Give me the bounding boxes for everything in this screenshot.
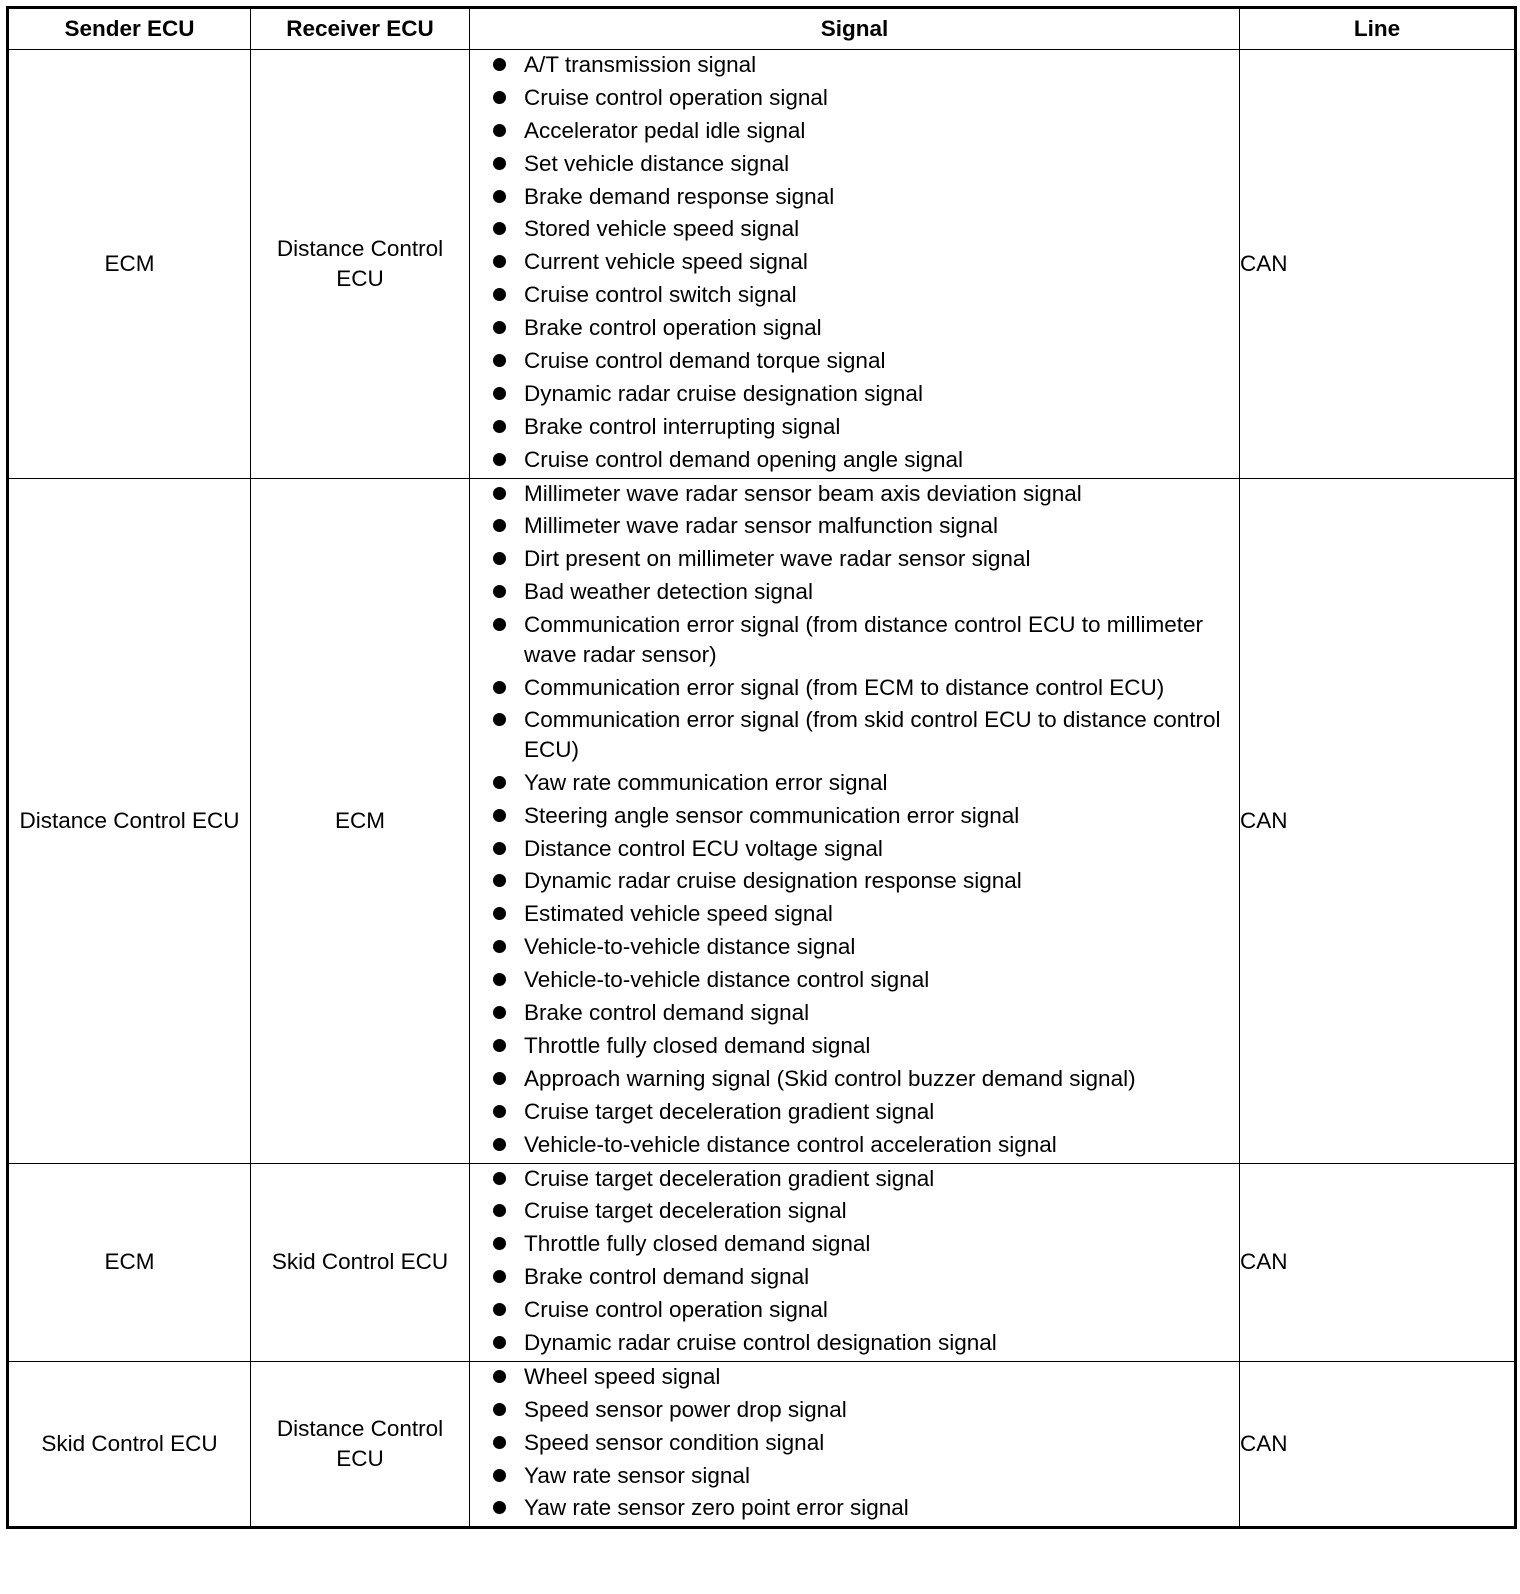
- header-signal: Signal: [470, 8, 1240, 50]
- signal-item: Accelerator pedal idle signal: [470, 116, 1239, 146]
- receiver-ecu-cell: Distance Control ECU: [251, 1361, 470, 1527]
- signal-item: Dynamic radar cruise control designation signal: [470, 1328, 1239, 1358]
- table-row: [8, 478, 1516, 1163]
- signal-item: Bad weather detection signal: [470, 577, 1239, 607]
- signal-item: Millimeter wave radar sensor beam axis deviation signal: [470, 479, 1239, 509]
- signal-item: Throttle fully closed demand signal: [470, 1229, 1239, 1259]
- header-receiver-ecu: Receiver ECU: [251, 8, 470, 50]
- receiver-ecu-cell: Skid Control ECU: [251, 1163, 470, 1361]
- signal-item: Cruise control demand torque signal: [470, 346, 1239, 376]
- signal-item: Vehicle-to-vehicle distance control acceleration signal: [470, 1130, 1239, 1160]
- signal-item: Yaw rate sensor zero point error signal: [470, 1493, 1239, 1523]
- line-cell: CAN: [1240, 50, 1516, 479]
- signal-item: Brake control operation signal: [470, 313, 1239, 343]
- receiver-ecu-cell: ECM: [251, 478, 470, 1163]
- signal-item: Estimated vehicle speed signal: [470, 899, 1239, 929]
- signal-item: Yaw rate sensor signal: [470, 1461, 1239, 1491]
- table-row: [8, 50, 1516, 479]
- signal-item: Cruise control demand opening angle signal: [470, 445, 1239, 475]
- signal-item: Millimeter wave radar sensor malfunction signal: [470, 511, 1239, 541]
- line-cell: CAN: [1240, 1361, 1516, 1527]
- signal-list: [470, 50, 1239, 474]
- signal-list-cell: [470, 1361, 1240, 1527]
- signal-item: Communication error signal (from ECM to distance control ECU): [470, 673, 1239, 703]
- signal-item: Throttle fully closed demand signal: [470, 1031, 1239, 1061]
- signal-item: Brake control demand signal: [470, 998, 1239, 1028]
- signal-item: Wheel speed signal: [470, 1362, 1239, 1392]
- signal-list: [470, 1362, 1239, 1523]
- signal-item: Communication error signal (from distance control ECU to millimeter wave radar sensor): [470, 610, 1239, 669]
- signal-list-cell: [470, 1163, 1240, 1361]
- signal-item: A/T transmission signal: [470, 50, 1239, 80]
- signal-item: Communication error signal (from skid control ECU to distance control ECU): [470, 705, 1239, 764]
- sender-ecu-cell: Distance Control ECU: [8, 478, 251, 1163]
- signal-item: Current vehicle speed signal: [470, 247, 1239, 277]
- sender-ecu-cell: ECM: [8, 1163, 251, 1361]
- signal-item: Steering angle sensor communication error signal: [470, 801, 1239, 831]
- signal-item: Cruise target deceleration gradient signal: [470, 1097, 1239, 1127]
- signal-item: Cruise target deceleration gradient signal: [470, 1164, 1239, 1194]
- signal-item: Dynamic radar cruise designation signal: [470, 379, 1239, 409]
- signal-item: Set vehicle distance signal: [470, 149, 1239, 179]
- signal-item: Brake demand response signal: [470, 182, 1239, 212]
- sender-ecu-cell: ECM: [8, 50, 251, 479]
- signal-list-cell: [470, 50, 1240, 479]
- signal-item: Cruise target deceleration signal: [470, 1196, 1239, 1226]
- signal-list: [470, 479, 1239, 1160]
- receiver-ecu-cell: Distance Control ECU: [251, 50, 470, 479]
- sender-ecu-cell: Skid Control ECU: [8, 1361, 251, 1527]
- signal-item: Cruise control operation signal: [470, 1295, 1239, 1325]
- signal-item: Approach warning signal (Skid control buzzer demand signal): [470, 1064, 1239, 1094]
- line-cell: CAN: [1240, 1163, 1516, 1361]
- table-row: [8, 1163, 1516, 1361]
- signal-item: Distance control ECU voltage signal: [470, 834, 1239, 864]
- signal-item: Brake control interrupting signal: [470, 412, 1239, 442]
- signal-item: Stored vehicle speed signal: [470, 214, 1239, 244]
- line-cell: CAN: [1240, 478, 1516, 1163]
- signal-item: Speed sensor condition signal: [470, 1428, 1239, 1458]
- table-row: [8, 1361, 1516, 1527]
- signal-item: Dynamic radar cruise designation response signal: [470, 866, 1239, 896]
- header-sender-ecu: Sender ECU: [8, 8, 251, 50]
- signal-list: [470, 1164, 1239, 1358]
- header-line: Line: [1240, 8, 1516, 50]
- signal-item: Brake control demand signal: [470, 1262, 1239, 1292]
- can-signal-table: [6, 6, 1517, 1529]
- signal-item: Vehicle-to-vehicle distance control signal: [470, 965, 1239, 995]
- signal-list-cell: [470, 478, 1240, 1163]
- signal-item: Vehicle-to-vehicle distance signal: [470, 932, 1239, 962]
- signal-item: Dirt present on millimeter wave radar sensor signal: [470, 544, 1239, 574]
- signal-item: Cruise control switch signal: [470, 280, 1239, 310]
- signal-item: Speed sensor power drop signal: [470, 1395, 1239, 1425]
- signal-item: Yaw rate communication error signal: [470, 768, 1239, 798]
- header-row: [8, 8, 1516, 50]
- signal-item: Cruise control operation signal: [470, 83, 1239, 113]
